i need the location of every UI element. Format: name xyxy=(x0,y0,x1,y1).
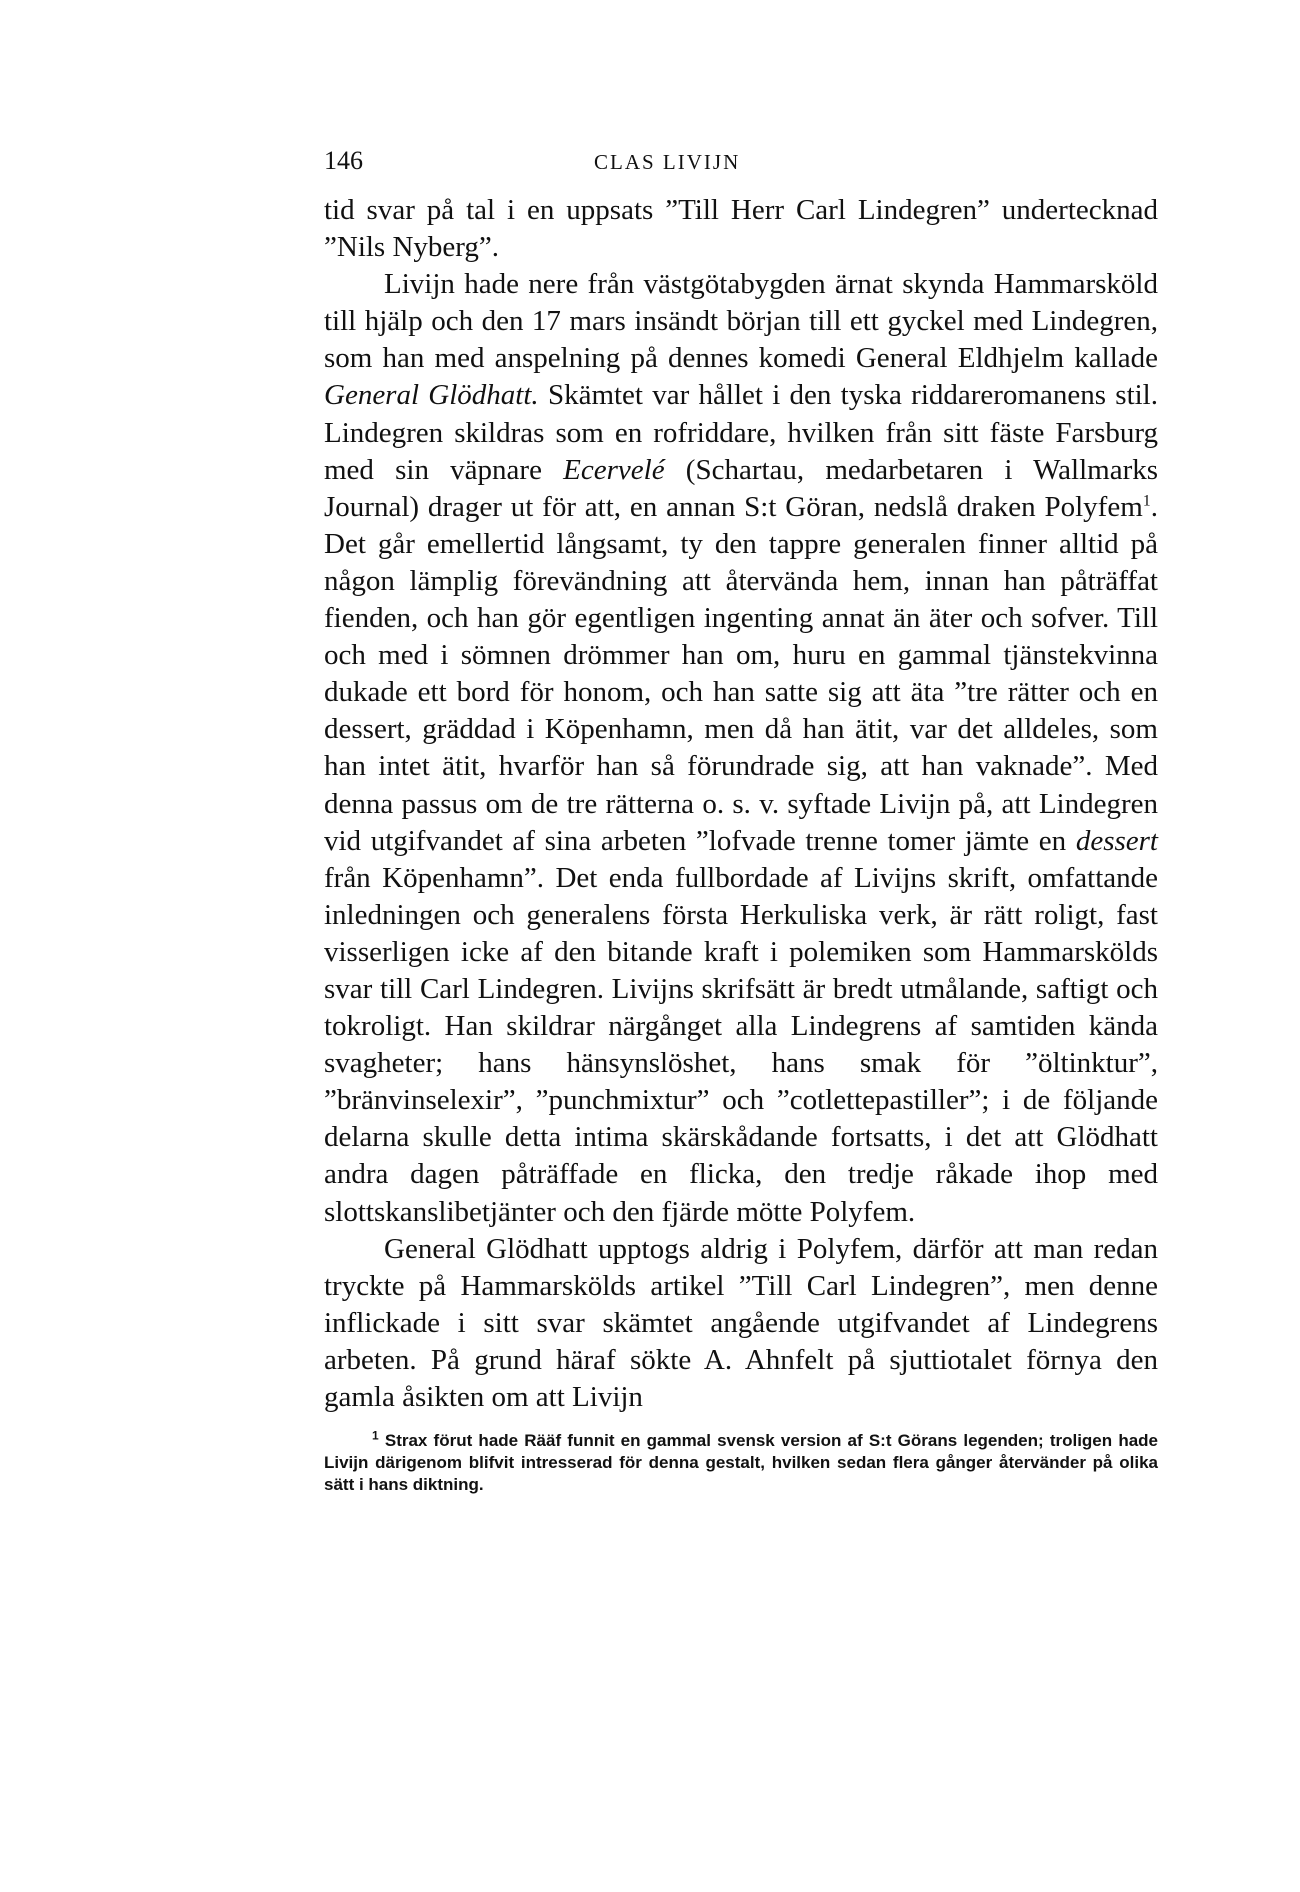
paragraph-1-text: tid svar på tal i en uppsats ”Till Herr Carl Lindegren” undertecknad ”Nils Nyberg”. xyxy=(324,194,1158,264)
footnote xyxy=(324,1430,1158,1496)
paragraph-2-text-e: från Köpenhamn”. Det enda fullbordade af Livijns skrift, omfattande inledningen och generalens första Herkuliska verk, är rätt roligt, fast visserligen icke af den bitande kraft i polemiken som Hammarskölds svar till Carl Lindegren. Livijns skrifsätt är bredt utmålande, saftigt och tokroligt. Han skildrar närgånget alla Lindegrens af samtiden kända svagheter; hans hänsynslöshet, hans smak för ”öltinktur”, ”bränvinselexir”, ”punchmixtur” och ”cotlettepastiller”; i de följande delarna skulle detta intima skärskådande fortsatts, i det att Glödhatt andra dagen påträffade en flicka, den tredje råkade ihop med slottskanslibetjänter och den fjärde mötte Polyfem. xyxy=(324,861,1158,1228)
paragraph-3-text: General Glödhatt upptogs aldrig i Polyfem, därför att man redan tryckte på Hammarskölds artikel ”Till Carl Lindegren”, men denne inflickade i sitt svar skämtet angående utgifvandet af Lindegrens arbeten. På grund häraf sökte A. Ahnfelt på sjuttiotalet förnya den gamla åsikten om att Livijn xyxy=(324,1232,1158,1413)
paragraph-2 xyxy=(324,266,1158,1230)
paragraph-2-text-c: (Schartau, medarbetaren i Wallmarks Journal) drager ut för att, en annan S:t Göran, nedslå draken Polyfem xyxy=(324,453,1159,523)
book-page xyxy=(324,146,1158,1496)
italic-title-general-glodhatt: General Glödhatt. xyxy=(324,379,539,412)
running-title: CLAS LIVIJN xyxy=(594,150,741,174)
footnote-marker: 1 xyxy=(372,1428,379,1443)
footnote-text: Strax förut hade Rääf funnit en gammal svensk version af S:t Görans legenden; troligen hade Livijn därigenom blifvit intresserad för denna gestalt, hvilken sedan flera gånger återvänder på olika sätt i hans diktning. xyxy=(324,1431,1158,1495)
running-head xyxy=(324,146,1158,186)
paragraph-3 xyxy=(324,1231,1158,1416)
paragraph-2-text-a: Livijn hade nere från västgötabygden ärnat skynda Hammarsköld till hjälp och den 17 mars insändt början till ett gyckel med Lindegren, som han med anspelning på dennes komedi General Eldhjelm kallade xyxy=(324,268,1158,375)
italic-word-dessert: dessert xyxy=(1075,824,1158,857)
italic-name-ecervele: Ecervelé xyxy=(563,453,665,486)
page-number: 146 xyxy=(324,146,363,175)
paragraph-1 xyxy=(324,192,1158,266)
body-text xyxy=(324,192,1158,1416)
footnote-reference[interactable]: 1 xyxy=(1142,492,1151,510)
paragraph-2-text-d: . Det går emellertid långsamt, ty den tappre generalen finner alltid på någon lämplig förevändning att återvända hem, innan han påträffat fienden, och han gör egentligen ingenting annat än äter och sofver. Till och med i sömnen drömmer han om, huru en gammal tjänstekvinna dukade ett bord för honom, och han satte sig att äta ”tre rätter och en dessert, gräddad i Köpenhamn, men då han ätit, var det alldeles, som han intet ätit, hvarför han så förundrade sig, att han vaknade”. Med denna passus om de tre rätterna o. s. v. syftade Livijn på, att Lindegren vid utgifvandet af sina arbeten ”lofvade trenne tomer jämte en xyxy=(324,490,1158,857)
paragraph-2-text-b: Skämtet var hållet i den tyska riddareromanens stil. Lindegren skildras som en rofriddare, hvilken från sitt fäste Farsburg med sin väpnare xyxy=(324,379,1158,486)
